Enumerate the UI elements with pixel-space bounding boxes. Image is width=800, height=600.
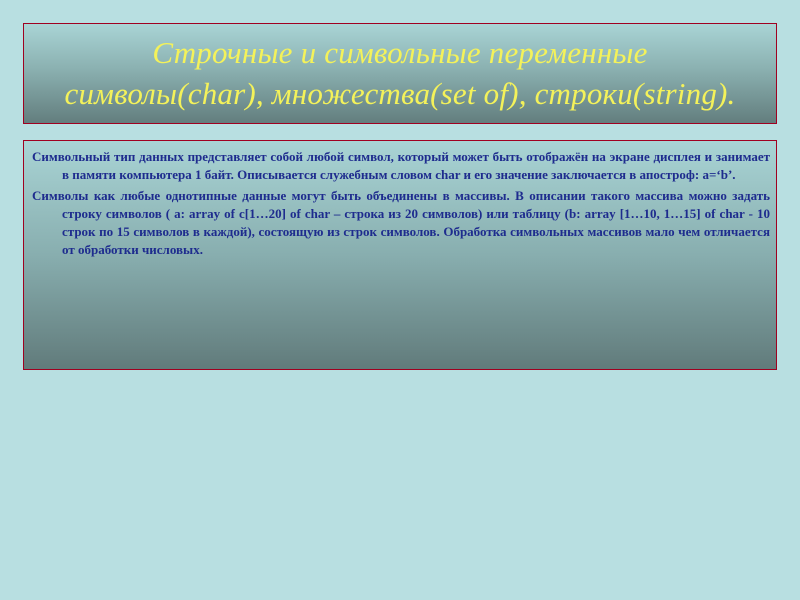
slide-title-line-1: Строчные и символьные переменные bbox=[152, 35, 648, 71]
paragraph-char-arrays: Символы как любые однотипные данные могут быть объединены в массивы. В описании такого массива можно задать строку символов ( a: array of c[1…20] of char – строка из 20 символов) или таблицу (b: array [1…10, 1…15] of char - 10 строк по 15 символов в каждой), состоящую из строк символов. Обработка символьных массивов мало чем отличается от обработки числовых. bbox=[32, 188, 770, 257]
slide-title bbox=[64, 33, 735, 114]
title-panel bbox=[23, 23, 777, 124]
content-panel bbox=[23, 140, 777, 370]
paragraph-char-type: Символьный тип данных представляет собой любой символ, который может быть отображён на экране дисплея и занимает в памяти компьютера 1 байт. Описывается служебным словом char и его значение заключается в апостроф: a=‘b’. bbox=[32, 149, 770, 182]
slide-title-line-2: символы(char), множества(set of), строки(string). bbox=[64, 75, 736, 111]
